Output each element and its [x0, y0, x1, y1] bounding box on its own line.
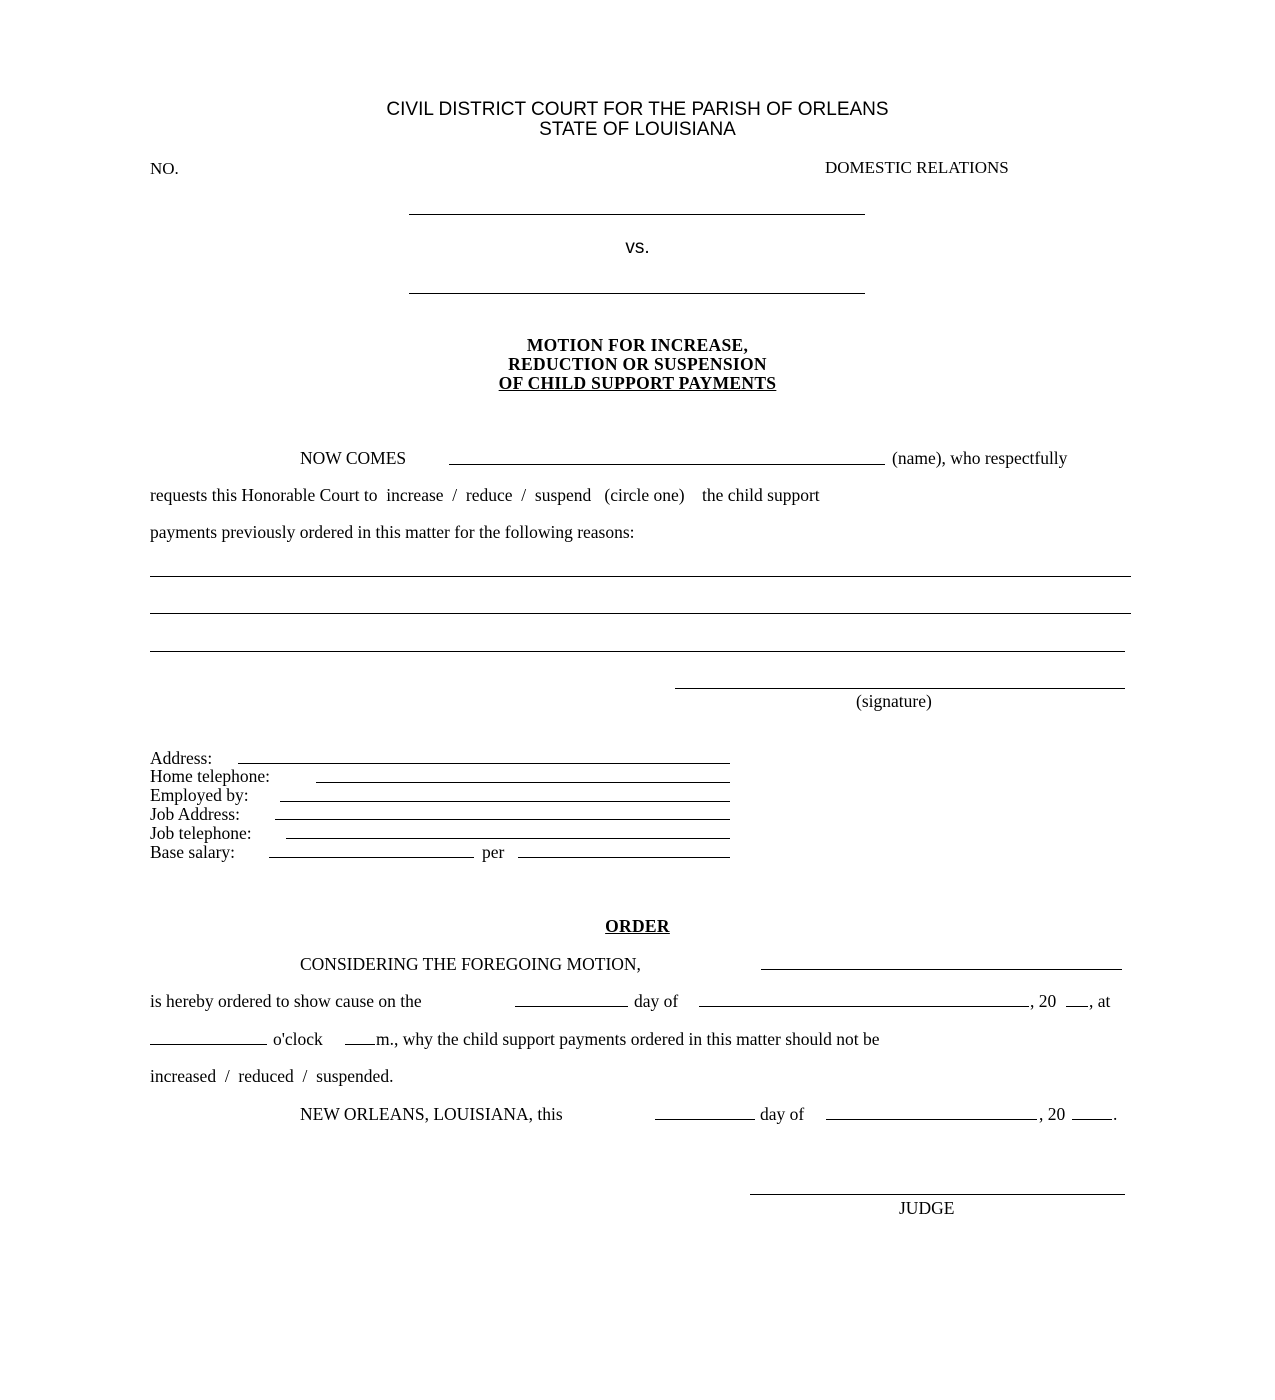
increased-reduced-text: increased / reduced / suspended. [150, 1066, 394, 1086]
signed-year-field[interactable] [1072, 1119, 1112, 1120]
name-field[interactable] [449, 464, 885, 465]
reason-line[interactable] [150, 651, 1125, 652]
motion-title-line2: REDUCTION OR SUSPENSION [508, 354, 767, 374]
hearing-day-field[interactable] [515, 1006, 628, 1007]
employed-by-label: Employed by: [150, 785, 249, 805]
signature-line[interactable] [675, 688, 1125, 689]
reasons-intro-text: payments previously ordered in this matter for the following reasons: [150, 522, 635, 542]
signature-label: (signature) [856, 691, 932, 711]
considering-text: CONSIDERING THE FOREGOING MOTION, [300, 954, 641, 974]
plaintiff-line[interactable] [409, 214, 865, 215]
job-telephone-label: Job telephone: [150, 823, 252, 843]
home-telephone-label: Home telephone: [150, 766, 271, 786]
signed-month-field[interactable] [826, 1119, 1037, 1120]
division-label: DOMESTIC RELATIONS [825, 158, 1009, 177]
motion-title-line3: OF CHILD SUPPORT PAYMENTS [498, 373, 777, 393]
judge-label: JUDGE [899, 1198, 955, 1218]
show-cause-text: is hereby ordered to show cause on the [150, 991, 422, 1011]
motion-title-line1: MOTION FOR INCREASE, [526, 335, 749, 355]
oclock-label: o'clock [273, 1029, 323, 1049]
job-address-field[interactable] [275, 819, 730, 820]
judge-signature-line[interactable] [750, 1194, 1125, 1195]
hearing-time-field[interactable] [150, 1044, 267, 1045]
address-field[interactable] [238, 763, 730, 764]
request-text: requests this Honorable Court to increase / reduce / suspend (circle one) the child support [150, 485, 820, 505]
salary-period-field[interactable] [518, 857, 730, 858]
year-prefix-label: , 20 [1030, 991, 1057, 1011]
address-label: Address: [150, 748, 213, 768]
respondent-field[interactable] [761, 969, 1122, 970]
at-label: , at [1089, 991, 1111, 1011]
signed-year-prefix-label: , 20 [1039, 1104, 1066, 1124]
order-heading: ORDER [605, 916, 670, 936]
why-text: m., why the child support payments ordered in this matter should not be [376, 1029, 880, 1049]
new-orleans-text: NEW ORLEANS, LOUISIANA, this [300, 1104, 563, 1124]
signed-day-field[interactable] [655, 1119, 755, 1120]
home-telephone-field[interactable] [316, 782, 730, 783]
reason-line[interactable] [150, 576, 1131, 577]
defendant-line[interactable] [409, 293, 865, 294]
reason-line[interactable] [150, 613, 1131, 614]
now-comes-label: NOW COMES [300, 448, 407, 468]
job-address-label: Job Address: [150, 804, 240, 824]
period-mark: . [1113, 1104, 1118, 1124]
base-salary-label: Base salary: [150, 842, 236, 862]
name-suffix-text: (name), who respectfully [892, 448, 1068, 468]
am-pm-field[interactable] [345, 1044, 375, 1045]
job-telephone-field[interactable] [286, 838, 730, 839]
day-of-label: day of [634, 991, 679, 1011]
per-label: per [482, 842, 505, 862]
hearing-year-field[interactable] [1066, 1006, 1088, 1007]
case-number-label: NO. [150, 159, 179, 178]
signed-day-of-label: day of [760, 1104, 805, 1124]
court-state: STATE OF LOUISIANA [539, 119, 736, 140]
base-salary-field[interactable] [269, 857, 474, 858]
hearing-month-field[interactable] [699, 1006, 1029, 1007]
court-name: CIVIL DISTRICT COURT FOR THE PARISH OF ORLEANS [386, 99, 889, 120]
versus-label: vs. [625, 237, 650, 258]
employed-by-field[interactable] [280, 801, 730, 802]
